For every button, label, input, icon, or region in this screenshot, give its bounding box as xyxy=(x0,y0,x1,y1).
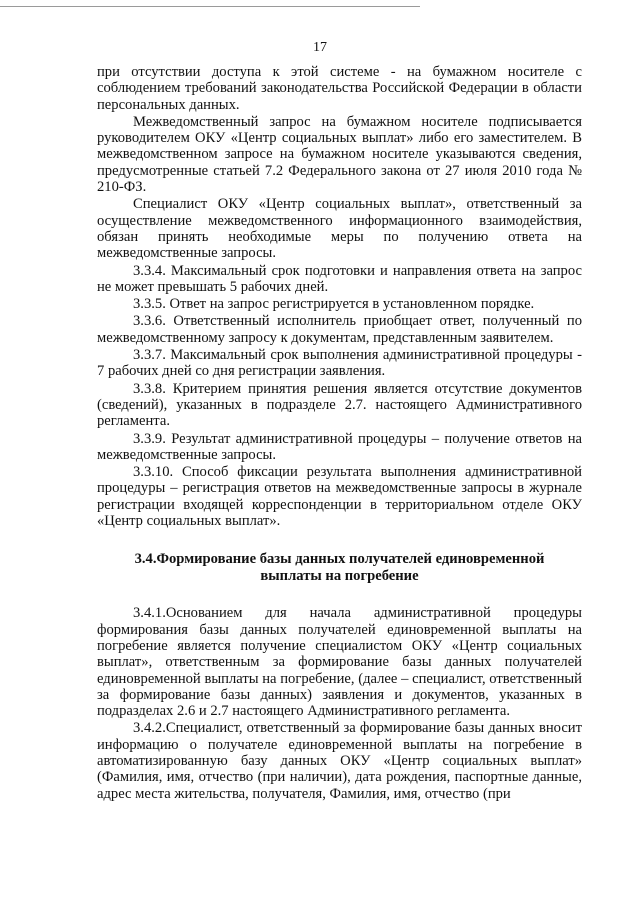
paragraph: 3.3.8. Критерием принятия решения является отсутствие документов (сведений), указанных в подразделе 2.7. настоящего Административного регламента. xyxy=(97,380,582,430)
paragraph: 3.4.2.Специалист, ответственный за формирование базы данных вносит информацию о получателе единовременной выплаты на погребение в автоматизированную базу данных ОКУ «Центр социальных выплат» (Фамилия, имя, отчество (при наличии), дата рождения, паспортные данные, адрес места жительства, получателя, Фамилия, имя, отчество (при xyxy=(97,720,582,802)
top-scan-rule xyxy=(0,6,420,7)
paragraph: при отсутствии доступа к этой системе - на бумажном носителе с соблюдением требований законодательства Российской Федерации в области персональных данных. xyxy=(97,64,582,113)
paragraph: Специалист ОКУ «Центр социальных выплат», ответственный за осуществление межведомственного информационного взаимодействия, обязан принять необходимые меры по получению ответа на межведомственные запросы. xyxy=(97,196,582,262)
paragraph: Межведомственный запрос на бумажном носителе подписывается руководителем ОКУ «Центр социальных выплат» либо его заместителем. В межведомственном запросе на бумажном носителе указываются сведения, предусмотренные статьей 7.2 Федерального закона от 27 июля 2010 года № 210-ФЗ. xyxy=(97,113,582,196)
paragraph: 3.3.10. Способ фиксации результата выполнения административной процедуры – регистрация ответов на межведомственные запросы в журнале регистрации входящей корреспонденции в территориальном отделе ОКУ «Центр социальных выплат». xyxy=(97,464,582,530)
section-heading-line: выплаты на погребение xyxy=(260,568,419,585)
paragraph: 3.3.7. Максимальный срок выполнения административной процедуры - 7 рабочих дней со дня регистрации заявления. xyxy=(97,347,582,380)
paragraph: 3.3.9. Результат административной процедуры – получение ответов на межведомственные запросы. xyxy=(97,430,582,463)
document-body xyxy=(97,64,582,802)
paragraph: 3.3.5. Ответ на запрос регистрируется в установленном порядке. xyxy=(133,296,535,313)
paragraph: 3.3.6. Ответственный исполнитель приобщает ответ, полученный по межведомственному запросу к документам, представленным заявителем. xyxy=(97,313,582,346)
paragraph: 3.4.1.Основанием для начала административной процедуры формирования базы данных получателей единовременной выплаты на погребение является получение специалистом ОКУ «Центр социальных выплат», ответственным за формирование базы данных получателей единовременной выплаты на погребение, (далее – специалист, ответственный за формирование базы данных) заявления и документов, указанных в подразделах 2.6 и 2.7 настоящего Административного регламента. xyxy=(97,605,582,720)
paragraph: 3.3.4. Максимальный срок подготовки и направления ответа на запрос не может превышать 5 рабочих дней. xyxy=(97,262,582,295)
section-heading-line: 3.4.Формирование базы данных получателей единовременной xyxy=(134,551,545,568)
page-number: 17 xyxy=(313,40,327,55)
section-heading xyxy=(97,551,582,585)
